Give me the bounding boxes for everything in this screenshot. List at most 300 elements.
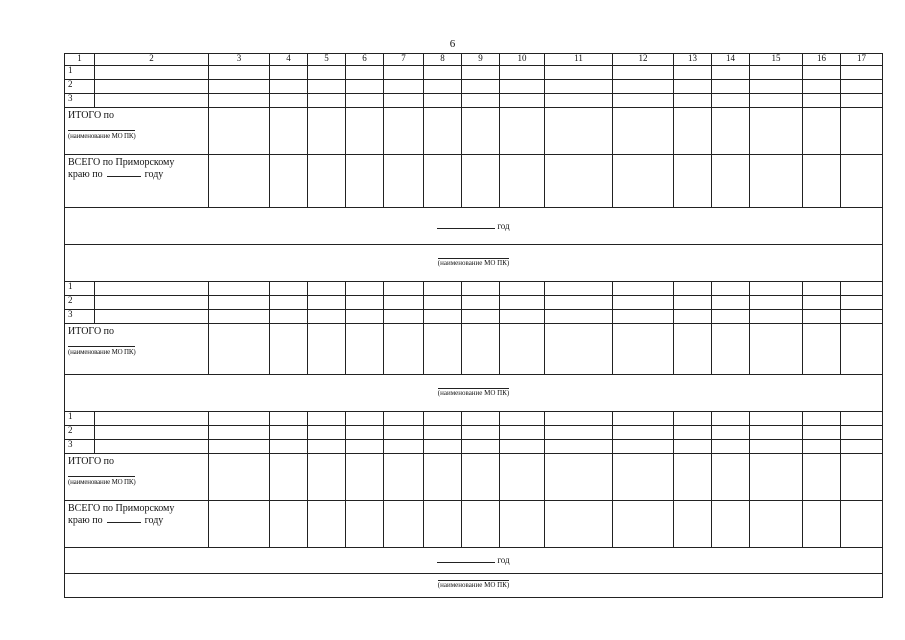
data-cell [424,310,462,324]
year-blank-line [437,228,495,229]
data-cell [209,440,270,454]
data-cell [674,501,712,548]
data-cell [270,412,308,426]
data-cell [308,296,346,310]
column-header: 12 [613,54,674,66]
data-cell [95,296,209,310]
data-cell [712,454,750,501]
data-cell [750,501,803,548]
data-cell [346,94,384,108]
data-cell [674,66,712,80]
data-cell [803,324,841,375]
data-cell [462,94,500,108]
data-cell [613,440,674,454]
mo-caption: (наименование МО ПК) [68,348,136,356]
data-cell [674,282,712,296]
data-cell [424,501,462,548]
data-cell [500,155,545,208]
data-cell [803,66,841,80]
data-cell [841,440,883,454]
data-cell [841,324,883,375]
data-cell [712,412,750,426]
data-cell [613,80,674,94]
data-cell [712,282,750,296]
data-cell [841,282,883,296]
data-cell [346,155,384,208]
data-cell [500,412,545,426]
data-cell [346,440,384,454]
data-cell [424,454,462,501]
table-row [65,412,883,426]
data-cell [462,501,500,548]
data-cell [462,108,500,155]
data-cell [613,454,674,501]
data-cell [803,80,841,94]
data-cell [424,324,462,375]
data-cell [674,80,712,94]
data-cell [750,108,803,155]
mo-caption: (наименование МО ПК) [68,132,136,140]
data-cell [674,454,712,501]
itogo-label-cell [65,324,209,375]
data-cell [545,426,613,440]
itogo-label-cell [65,454,209,501]
data-cell [841,80,883,94]
mo-caption: (наименование МО ПК) [437,388,510,397]
vsego-label-prefix: краю по [68,515,103,526]
year-blank-line [107,522,141,523]
data-cell [750,94,803,108]
data-cell [674,296,712,310]
table-body [65,54,883,598]
year-cell [65,208,883,245]
data-cell [750,324,803,375]
data-cell [270,155,308,208]
column-header: 11 [545,54,613,66]
column-header: 4 [270,54,308,66]
data-cell [270,324,308,375]
data-cell [500,282,545,296]
data-cell [712,324,750,375]
data-cell [750,66,803,80]
data-cell [308,108,346,155]
data-cell [750,426,803,440]
data-cell [500,501,545,548]
data-cell [384,80,424,94]
itogo-label: ИТОГО по [68,110,115,121]
data-cell [308,426,346,440]
data-cell [95,310,209,324]
data-cell [613,108,674,155]
data-cell [270,66,308,80]
data-cell [424,108,462,155]
data-cell [500,454,545,501]
column-header: 7 [384,54,424,66]
data-cell [308,80,346,94]
mo-name-row [65,574,883,598]
table-row [65,66,883,80]
data-cell [346,412,384,426]
column-header: 8 [424,54,462,66]
data-cell [841,94,883,108]
data-cell [500,108,545,155]
data-cell [346,66,384,80]
data-cell [803,426,841,440]
data-cell [712,108,750,155]
column-header: 9 [462,54,500,66]
data-cell [613,426,674,440]
table-row [65,282,883,296]
data-cell [209,155,270,208]
data-cell [384,501,424,548]
vsego-label-cell [65,501,209,548]
data-cell [209,324,270,375]
data-cell [750,155,803,208]
data-cell [712,501,750,548]
data-cell [545,440,613,454]
data-cell [384,412,424,426]
data-cell [462,324,500,375]
table-row [65,426,883,440]
year-blank-line [437,562,495,563]
data-cell [500,426,545,440]
column-header: 13 [674,54,712,66]
data-cell [712,310,750,324]
data-cell [500,440,545,454]
column-header: 10 [500,54,545,66]
data-cell [712,440,750,454]
row-number: 1 [65,412,95,426]
data-cell [424,412,462,426]
data-cell [462,80,500,94]
data-cell [803,108,841,155]
data-cell [308,66,346,80]
data-cell [270,282,308,296]
mo-name-cell [65,574,883,598]
data-cell [545,501,613,548]
year-label: год [497,220,510,231]
data-cell [545,310,613,324]
data-cell [712,66,750,80]
row-number: 2 [65,296,95,310]
data-cell [95,66,209,80]
table-row [65,296,883,310]
data-cell [841,501,883,548]
data-cell [674,310,712,324]
data-cell [841,296,883,310]
column-header: 5 [308,54,346,66]
data-cell [424,94,462,108]
row-number: 2 [65,426,95,440]
year-label: год [497,555,510,565]
data-cell [803,310,841,324]
data-cell [750,282,803,296]
data-cell [462,454,500,501]
data-cell [95,426,209,440]
data-cell [308,282,346,296]
data-cell [545,412,613,426]
itogo-row [65,454,883,501]
data-cell [545,66,613,80]
data-cell [750,454,803,501]
vsego-row [65,501,883,548]
data-cell [424,440,462,454]
itogo-label: ИТОГО по [68,326,115,337]
data-cell [346,501,384,548]
vsego-label-cell [65,155,209,208]
data-cell [712,94,750,108]
data-cell [674,412,712,426]
itogo-row [65,108,883,155]
data-cell [209,412,270,426]
vsego-label-line2 [68,169,205,181]
data-cell [270,440,308,454]
data-cell [384,324,424,375]
vsego-label-suffix: году [144,515,164,526]
data-cell [384,108,424,155]
data-cell [346,282,384,296]
row-number: 3 [65,440,95,454]
data-cell [674,324,712,375]
table-row [65,440,883,454]
data-cell [712,80,750,94]
data-cell [841,66,883,80]
data-cell [209,296,270,310]
data-cell [424,155,462,208]
row-number: 2 [65,80,95,94]
data-cell [270,310,308,324]
data-cell [674,155,712,208]
data-cell [712,426,750,440]
vsego-label-line1: ВСЕГО по Приморскому [68,157,175,168]
data-cell [712,296,750,310]
data-cell [500,296,545,310]
itogo-row [65,324,883,375]
data-cell [462,66,500,80]
itogo-label: ИТОГО по [68,456,115,467]
data-cell [841,412,883,426]
data-cell [346,324,384,375]
data-cell [424,80,462,94]
vsego-label-suffix: году [144,169,164,180]
data-cell [308,94,346,108]
data-cell [803,454,841,501]
mo-name-row [65,245,883,282]
data-cell [500,310,545,324]
data-cell [346,108,384,155]
data-cell [841,310,883,324]
data-cell [346,426,384,440]
year-row [65,548,883,574]
data-cell [209,501,270,548]
data-cell [545,282,613,296]
data-cell [308,440,346,454]
data-cell [674,440,712,454]
data-cell [803,412,841,426]
column-header: 1 [65,54,95,66]
row-number: 1 [65,282,95,296]
data-cell [308,454,346,501]
data-cell [95,440,209,454]
data-cell [545,454,613,501]
data-cell [209,454,270,501]
data-cell [545,296,613,310]
itogo-label-cell [65,108,209,155]
mo-name-cell [65,245,883,282]
data-cell [462,440,500,454]
data-cell [209,94,270,108]
data-cell [384,66,424,80]
vsego-label-line2 [68,515,205,527]
data-cell [613,310,674,324]
data-cell [384,282,424,296]
mo-name-cell [65,375,883,412]
data-cell [545,108,613,155]
data-cell [500,80,545,94]
data-cell [209,108,270,155]
data-cell [462,310,500,324]
data-cell [346,296,384,310]
data-cell [346,310,384,324]
data-cell [384,440,424,454]
data-cell [384,426,424,440]
data-cell [613,94,674,108]
row-number: 3 [65,310,95,324]
data-cell [750,296,803,310]
data-cell [346,80,384,94]
data-cell [270,426,308,440]
data-cell [270,94,308,108]
data-cell [308,501,346,548]
row-number: 3 [65,94,95,108]
data-cell [750,80,803,94]
year-row [65,208,883,245]
data-cell [841,155,883,208]
data-cell [674,426,712,440]
data-cell [803,94,841,108]
data-cell [841,108,883,155]
data-cell [384,296,424,310]
mo-caption: (наименование МО ПК) [68,478,136,486]
data-cell [545,80,613,94]
data-cell [841,426,883,440]
column-header: 6 [346,54,384,66]
mo-caption: (наименование МО ПК) [437,258,510,267]
data-cell [346,454,384,501]
table-row [65,94,883,108]
data-cell [803,155,841,208]
table-row [65,310,883,324]
data-cell [500,94,545,108]
data-cell [500,66,545,80]
data-cell [270,454,308,501]
data-cell [750,310,803,324]
data-cell [613,501,674,548]
data-cell [750,412,803,426]
data-cell [308,324,346,375]
data-cell [613,412,674,426]
data-cell [209,80,270,94]
data-cell [803,440,841,454]
data-cell [424,66,462,80]
vsego-label-prefix: краю по [68,169,103,180]
data-cell [803,296,841,310]
data-cell [95,80,209,94]
data-cell [803,282,841,296]
page-number: 6 [449,38,456,50]
table-row [65,80,883,94]
data-cell [424,426,462,440]
data-cell [384,454,424,501]
data-cell [209,310,270,324]
vsego-label-line1: ВСЕГО по Приморскому [68,503,175,514]
year-blank-line [107,176,141,177]
data-cell [613,296,674,310]
data-cell [613,324,674,375]
column-header: 3 [209,54,270,66]
column-header: 15 [750,54,803,66]
report-table [64,53,883,598]
data-cell [270,296,308,310]
row-number: 1 [65,66,95,80]
data-cell [270,80,308,94]
data-cell [803,501,841,548]
data-cell [500,324,545,375]
vsego-row [65,155,883,208]
data-cell [462,412,500,426]
data-cell [424,282,462,296]
column-header: 2 [95,54,209,66]
data-cell [209,282,270,296]
data-cell [462,296,500,310]
data-cell [384,310,424,324]
data-cell [841,454,883,501]
column-header: 16 [803,54,841,66]
data-cell [95,412,209,426]
data-cell [308,310,346,324]
year-cell [65,548,883,574]
data-cell [674,108,712,155]
data-cell [384,155,424,208]
data-cell [95,282,209,296]
data-cell [270,108,308,155]
column-header: 14 [712,54,750,66]
data-cell [462,426,500,440]
data-cell [209,66,270,80]
data-cell [545,94,613,108]
mo-caption: (наименование МО ПК) [437,581,510,589]
data-cell [674,94,712,108]
data-cell [545,155,613,208]
data-cell [750,440,803,454]
data-cell [209,426,270,440]
data-cell [270,501,308,548]
data-cell [424,296,462,310]
data-cell [613,155,674,208]
data-cell [613,282,674,296]
data-cell [384,94,424,108]
data-cell [462,155,500,208]
column-number-row [65,54,883,66]
data-cell [308,155,346,208]
data-cell [712,155,750,208]
mo-name-row [65,375,883,412]
data-cell [462,282,500,296]
data-cell [308,412,346,426]
data-cell [95,94,209,108]
data-cell [613,66,674,80]
column-header: 17 [841,54,883,66]
